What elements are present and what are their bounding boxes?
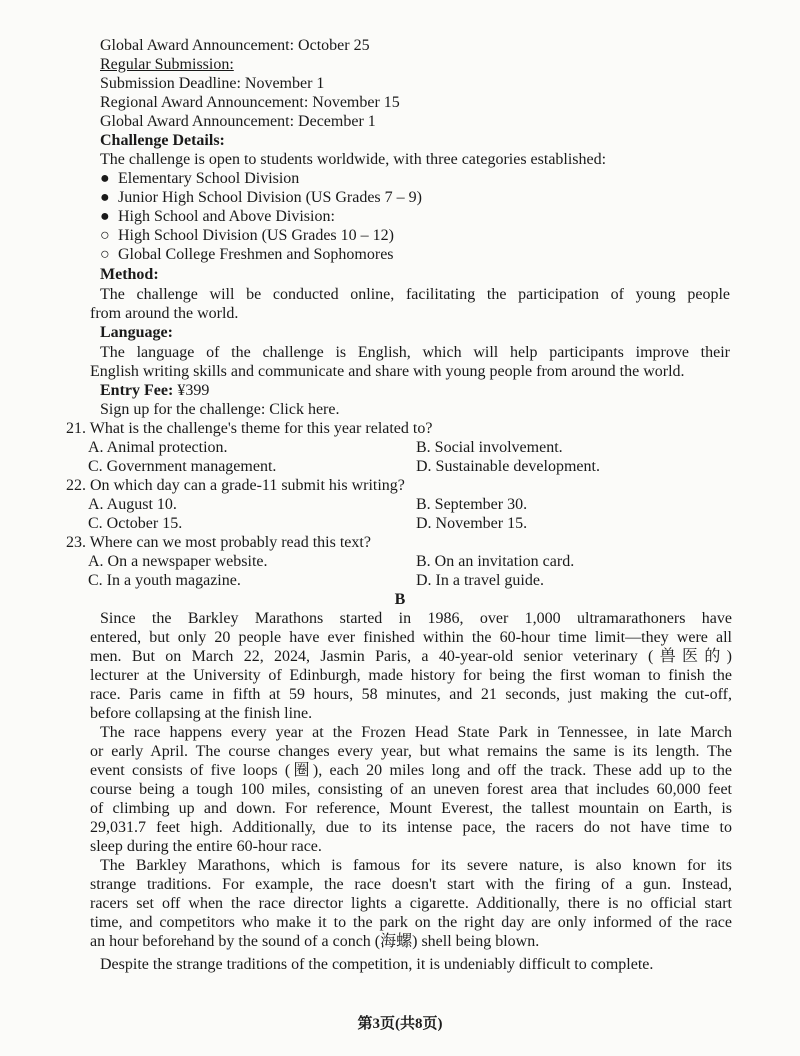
- regional-award-line: Regional Award Announcement: November 15: [100, 94, 400, 111]
- entry-fee-line: [100, 381, 209, 400]
- filled-bullet-icon: ●: [100, 208, 110, 225]
- passage-line: course being a tough 100 miles, consisting of an uneven forest area that includes 60,000 feet: [90, 781, 732, 798]
- passage-line: Since the Barkley Marathons started in 1986, over 1,000 ultramarathoners have: [100, 610, 732, 627]
- passage-line: entered, but only 20 people have ever finished within the 60-hour time limit—they were all: [90, 629, 732, 646]
- subcategory-item: ○ Global College Freshmen and Sophomores: [100, 246, 394, 263]
- passage-line: men. But on March 22, 2024, Jasmin Paris, a 40-year-old senior veterinary (兽医的): [90, 648, 732, 665]
- question-stem: 22. On which day can a grade-11 submit his writing?: [66, 477, 405, 494]
- section-label: B: [394, 591, 406, 608]
- answer-option: C. Government management.: [88, 458, 277, 475]
- passage-line: event consists of five loops (圈), each 20 miles long and off the track. These add up to the: [90, 762, 733, 779]
- answer-option: B. On an invitation card.: [416, 553, 575, 570]
- answer-option: A. On a newspaper website.: [88, 553, 268, 570]
- category-item: ● Junior High School Division (US Grades 7 – 9): [100, 189, 422, 206]
- passage-line: an hour beforehand by the sound of a conch (海螺) shell being blown.: [90, 933, 540, 950]
- answer-option: B. September 30.: [416, 496, 528, 513]
- page-footer: 第3页(共8页): [357, 1016, 443, 1032]
- global-award-line-1: Global Award Announcement: October 25: [100, 37, 370, 54]
- passage-line: before collapsing at the finish line.: [90, 705, 313, 722]
- answer-option: A. Animal protection.: [88, 439, 228, 456]
- passage-line: racers set off when the race director lights a cigarette. Additionally, there is no official start: [90, 895, 732, 912]
- question-stem: 21. What is the challenge's theme for this year related to?: [66, 420, 433, 437]
- passage-line: 29,031.7 feet high. Additionally, due to its intense pace, the racers do not have time to: [90, 819, 732, 836]
- method-text-line: The challenge will be conducted online, facilitating the participation of young people: [100, 286, 730, 303]
- submission-deadline-line: Submission Deadline: November 1: [100, 75, 325, 92]
- passage-line: race. Paris came in fifth at 59 hours, 58 minutes, and 21 seconds, just making the cut-off,: [90, 686, 732, 703]
- answer-option: A. August 10.: [88, 496, 177, 513]
- challenge-details-intro: The challenge is open to students worldwide, with three categories established:: [100, 151, 607, 168]
- hollow-bullet-icon: ○: [100, 246, 110, 263]
- answer-option: C. October 15.: [88, 515, 183, 532]
- hollow-bullet-icon: ○: [100, 227, 110, 244]
- passage-line: The race happens every year at the Frozen Head State Park in Tennessee, in late March: [100, 724, 732, 741]
- passage-line: sleep during the entire 60-hour race.: [90, 838, 322, 855]
- signup-line: Sign up for the challenge: Click here.: [100, 401, 340, 418]
- passage-line: strange traditions. For example, the race doesn't start with the firing of a gun. Instead,: [90, 876, 732, 893]
- category-item: ● Elementary School Division: [100, 170, 300, 187]
- question-stem: 23. Where can we most probably read this text?: [66, 534, 371, 551]
- subcategory-item: ○ High School Division (US Grades 10 – 12): [100, 227, 394, 244]
- language-text-line: The language of the challenge is English, which will help participants improve their: [100, 344, 730, 361]
- entry-fee-value: ¥399: [177, 382, 210, 399]
- passage-line: or early April. The course changes every year, but what remains the same is its length. The: [90, 743, 732, 760]
- global-award-line-2: Global Award Announcement: December 1: [100, 113, 376, 130]
- category-item: ● High School and Above Division:: [100, 208, 335, 225]
- regular-submission-heading: Regular Submission:: [100, 56, 234, 73]
- answer-option: D. Sustainable development.: [416, 458, 600, 475]
- filled-bullet-icon: ●: [100, 170, 110, 187]
- passage-line: lecturer at the University of Edinburgh, made history for being the first woman to finish the: [90, 667, 732, 684]
- answer-option: D. November 15.: [416, 515, 528, 532]
- language-text-line: English writing skills and communicate and share with young people from around the world.: [90, 363, 685, 380]
- passage-line: The Barkley Marathons, which is famous for its severe nature, is also known for its: [100, 857, 732, 874]
- filled-bullet-icon: ●: [100, 189, 110, 206]
- passage-line: time, and competitors who make it to the park on the right day are only informed of the race: [90, 914, 732, 931]
- language-heading: Language:: [100, 324, 173, 341]
- challenge-details-heading: Challenge Details:: [100, 132, 225, 149]
- answer-option: B. Social involvement.: [416, 439, 563, 456]
- passage-line: of climbing up and down. For reference, Mount Everest, the tallest mountain on Earth, is: [90, 800, 732, 817]
- entry-fee-label: Entry Fee:: [100, 382, 174, 399]
- answer-option: D. In a travel guide.: [416, 572, 544, 589]
- method-text-line: from around the world.: [90, 305, 239, 322]
- method-heading: Method:: [100, 266, 159, 283]
- answer-option: C. In a youth magazine.: [88, 572, 241, 589]
- passage-line: Despite the strange traditions of the competition, it is undeniably difficult to complete.: [100, 956, 654, 973]
